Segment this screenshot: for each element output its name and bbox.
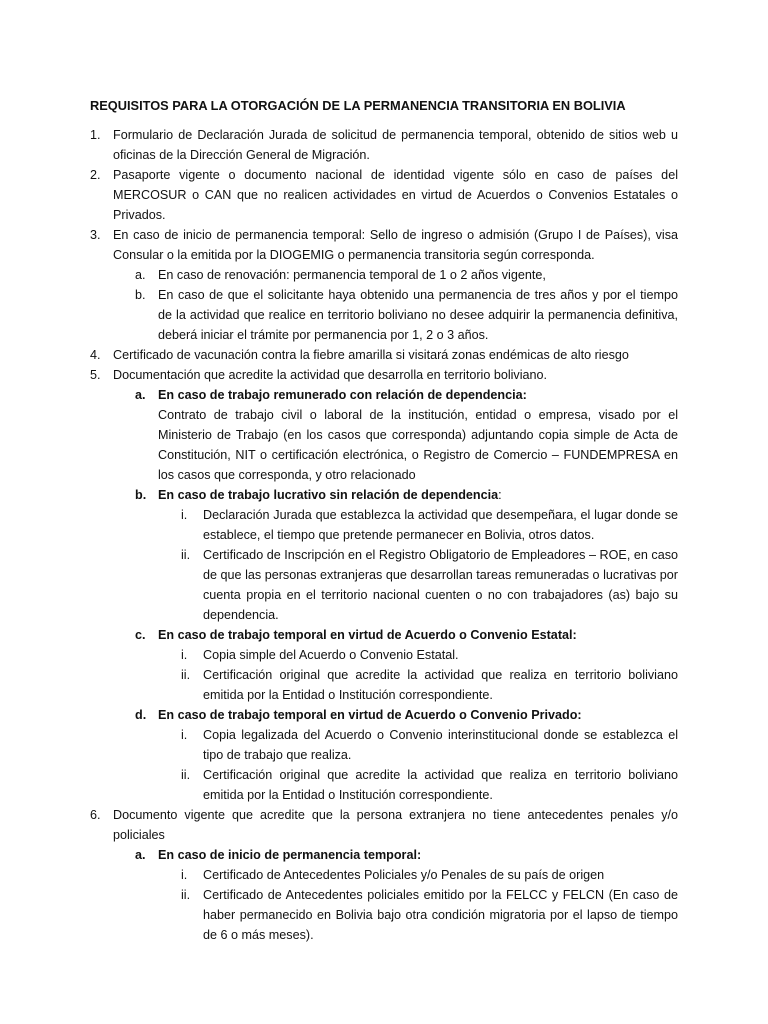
- list-item-text: Declaración Jurada que establezca la actividad que desempeñara, el lugar donde se establece, el tiempo que pretende permanecer en Bolivia, otros datos.: [203, 508, 678, 542]
- list-item-body: [203, 645, 678, 665]
- list-marker: a.: [135, 268, 146, 282]
- list-marker: 3.: [90, 228, 101, 242]
- list-item-text: Documentación que acredite la actividad que desarrolla en territorio boliviano.: [113, 368, 548, 382]
- list-item-text: En caso de trabajo temporal en virtud de Acuerdo o Convenio Privado:: [158, 708, 582, 722]
- list-item-body: [113, 345, 678, 365]
- document-title: REQUISITOS PARA LA OTORGACIÓN DE LA PERMANENCIA TRANSITORIA EN BOLIVIA: [90, 98, 626, 113]
- list-item-text: Pasaporte vigente o documento nacional de identidad vigente sólo en caso de países del MERCOSUR o CAN que no realicen actividades en virtud de Acuerdos o Convenios Estatales o Privados.: [113, 168, 678, 222]
- list-item-level-3: [90, 545, 678, 625]
- list-item-level-3: [90, 725, 678, 765]
- list-marker: i.: [181, 508, 188, 522]
- list-item-text: Certificado de vacunación contra la fiebre amarilla si visitará zonas endémicas de alto riesgo: [113, 348, 629, 362]
- list-item-level-2: [90, 625, 678, 645]
- list-item-body: [113, 165, 678, 225]
- list-item-body: [203, 865, 678, 885]
- list-marker: 4.: [90, 348, 101, 362]
- list-item-text: En caso de renovación: permanencia temporal de 1 o 2 años vigente,: [158, 268, 546, 282]
- list-item-text: En caso de trabajo temporal en virtud de Acuerdo o Convenio Estatal:: [158, 628, 577, 642]
- list-marker: 6.: [90, 808, 101, 822]
- list-item-body: [158, 385, 678, 485]
- list-item-text: Certificado de Antecedentes policiales emitido por la FELCC y FELCN (En caso de haber permanecido en Bolivia bajo otra condición migratoria por el lapso de tiempo de 6 o más meses).: [203, 888, 678, 942]
- list-item-body: [203, 545, 678, 625]
- list-item-body: [158, 705, 678, 725]
- list-item-level-3: [90, 505, 678, 545]
- list-marker: ii.: [181, 548, 191, 562]
- list-marker: b.: [135, 288, 146, 302]
- list-item-body: [158, 265, 678, 285]
- list-item-level-1: [90, 805, 678, 845]
- list-item-level-3: [90, 865, 678, 885]
- list-item-level-3: [90, 885, 678, 945]
- list-item-body: [113, 125, 678, 165]
- list-marker: c.: [135, 628, 146, 642]
- list-item-text: Certificado de Inscripción en el Registro Obligatorio de Empleadores – ROE, en caso de que las personas extranjeras que desarrollan tareas remuneradas o lucrativas por cuenta propia en el territorio nacional cuenten o no con trabajadores (as) bajo su dependencia.: [203, 548, 678, 622]
- list-marker: 5.: [90, 368, 101, 382]
- list-item-level-1: [90, 165, 678, 225]
- list-item-level-1: [90, 125, 678, 165]
- list-item-text: Certificación original que acredite la actividad que realiza en territorio boliviano emitida por la Entidad o Institución correspondiente.: [203, 668, 678, 702]
- list-item-level-3: [90, 665, 678, 705]
- list-item-level-2: [90, 265, 678, 285]
- list-marker: i.: [181, 728, 188, 742]
- list-marker: i.: [181, 868, 188, 882]
- list-item-text: En caso de inicio de permanencia temporal: Sello de ingreso o admisión (Grupo I de Países), visa Consular o la emitida por la DIOGEMIG o permanencia transitoria según corresponda.: [113, 228, 678, 262]
- list-item-level-1: [90, 365, 678, 385]
- list-item-text: En caso de que el solicitante haya obtenido una permanencia de tres años y por el tiempo de la actividad que realice en territorio boliviano no desee adquirir la permanencia definitiva, deberá iniciar el trámite por permanencia por 1, 2 o 3 años.: [158, 288, 678, 342]
- list-item-body: [203, 885, 678, 945]
- list-item-body: [158, 285, 678, 345]
- list-marker: 1.: [90, 128, 101, 142]
- list-item-level-3: [90, 645, 678, 665]
- list-item-text: Copia simple del Acuerdo o Convenio Estatal.: [203, 648, 459, 662]
- list-item-body: [203, 725, 678, 765]
- list-item-body: [113, 805, 678, 845]
- list-marker: ii.: [181, 888, 191, 902]
- list-item-level-2: [90, 705, 678, 725]
- list-item-body: [203, 505, 678, 545]
- list-item-body: [203, 765, 678, 805]
- list-item-level-1: [90, 225, 678, 265]
- list-item-text: En caso de trabajo remunerado con relación de dependencia:: [158, 388, 527, 402]
- list-item-text: En caso de trabajo lucrativo sin relación de dependencia: [158, 488, 499, 502]
- list-marker: a.: [135, 388, 146, 402]
- list-item-suffix: :: [498, 488, 502, 502]
- list-item-text: Certificación original que acredite la actividad que realiza en territorio boliviano emitida por la Entidad o Institución correspondiente.: [203, 768, 678, 802]
- list-item-level-3: [90, 765, 678, 805]
- list-item-text: En caso de inicio de permanencia temporal:: [158, 848, 422, 862]
- list-item-text: Certificado de Antecedentes Policiales y/o Penales de su país de origen: [203, 868, 605, 882]
- list-item-level-2: [90, 845, 678, 865]
- list-item-body: [203, 665, 678, 705]
- list-marker: i.: [181, 648, 188, 662]
- list-marker: ii.: [181, 768, 191, 782]
- list-item-level-2: [90, 385, 678, 485]
- list-item-body: [158, 845, 678, 865]
- list-marker: ii.: [181, 668, 191, 682]
- list-item-body: [158, 625, 678, 645]
- list-item-body: [113, 365, 678, 385]
- requirements-list: [90, 125, 678, 945]
- list-item-body: [113, 225, 678, 265]
- list-item-level-2: [90, 485, 678, 505]
- list-marker: a.: [135, 848, 146, 862]
- list-marker: 2.: [90, 168, 101, 182]
- list-item-level-2: [90, 285, 678, 345]
- list-item-text: Documento vigente que acredite que la persona extranjera no tiene antecedentes penales y/o policiales: [113, 808, 678, 842]
- list-item-level-1: [90, 345, 678, 365]
- list-item-body: [158, 485, 678, 505]
- list-item-detail: Contrato de trabajo civil o laboral de la institución, entidad o empresa, visado por el Ministerio de Trabajo (en los casos que corresponda) adjuntando copia simple de Acta de Constitución, NIT o certificación electrónica, o Registro de Comercio – FUNDEMPRESA en los casos que corresponda, y otro relacionado: [158, 408, 678, 482]
- list-item-text: Copia legalizada del Acuerdo o Convenio interinstitucional donde se establezca el tipo de trabajo que realiza.: [203, 728, 678, 762]
- list-marker: d.: [135, 708, 147, 722]
- list-marker: b.: [135, 488, 147, 502]
- list-item-text: Formulario de Declaración Jurada de solicitud de permanencia temporal, obtenido de sitios web u oficinas de la Dirección General de Migración.: [113, 128, 678, 162]
